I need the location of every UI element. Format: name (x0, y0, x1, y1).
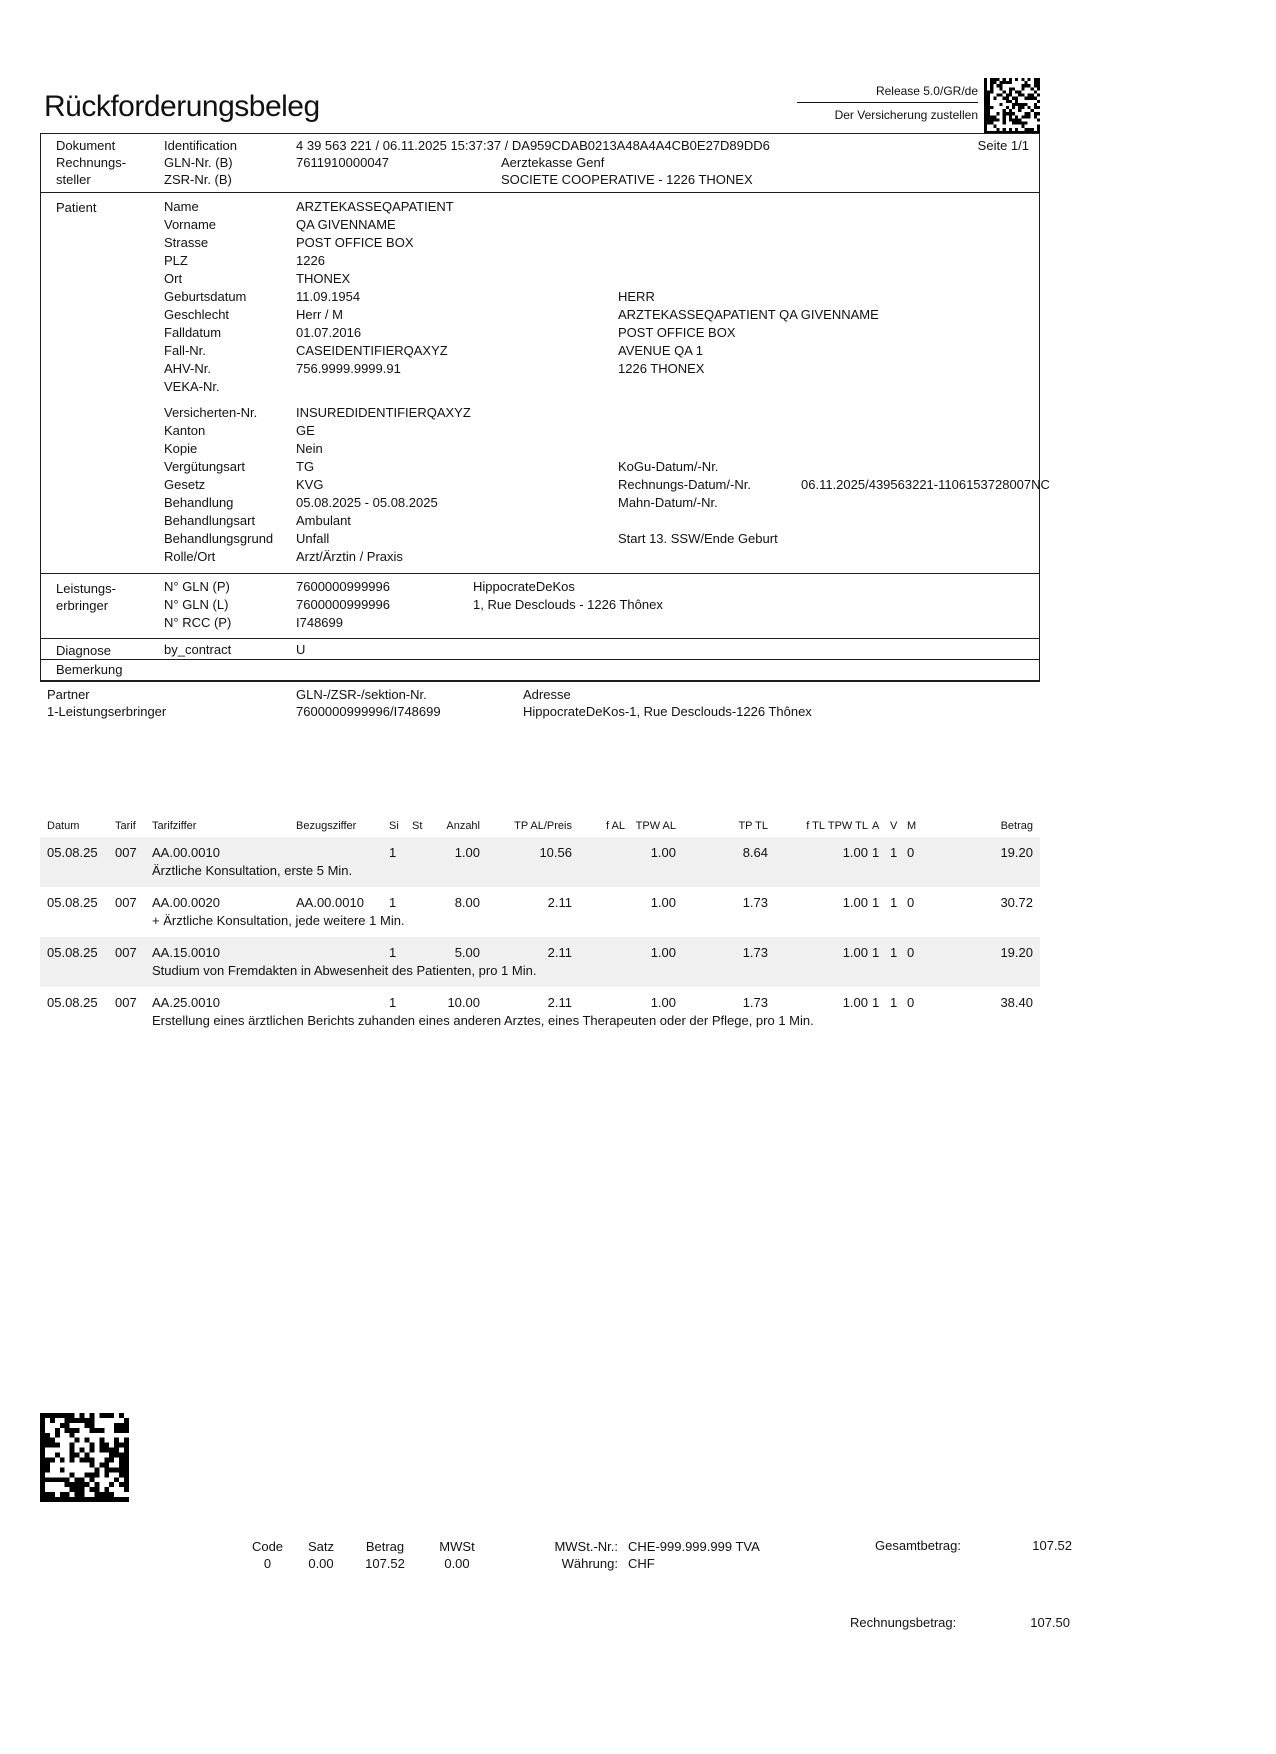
delivery-note: Der Versicherung zustellen (834, 108, 978, 122)
cell-tarif: 007 (115, 845, 137, 860)
table-row (40, 937, 1040, 962)
cell-tpw-al: 1.00 (650, 995, 676, 1010)
footer-value: 0.00 (308, 1556, 334, 1571)
cell-tp-al: 2.11 (547, 895, 572, 910)
footer-code (240, 1538, 295, 1572)
cell-bezugsziffer (296, 845, 389, 860)
cell-m: 0 (907, 895, 915, 910)
field-label: Strasse (164, 234, 209, 250)
field-label: Behandlungsgrund (164, 530, 274, 546)
cell-st (412, 895, 436, 910)
cell-tp-tl: 1.73 (742, 895, 768, 910)
cell-m: 0 (907, 995, 915, 1010)
field-value: Nein (296, 440, 323, 456)
remark-box (40, 659, 1040, 682)
field-label: GLN-Nr. (B) (164, 155, 233, 170)
field-value: 756.9999.9999.91 (296, 360, 401, 376)
field-value: Unfall (296, 530, 330, 546)
currency-value: CHF (628, 1556, 655, 1571)
provider-address: 1, Rue Desclouds - 1226 Thônex (473, 597, 663, 612)
column-header: St (412, 820, 423, 832)
cell-tpw-tl: 1.00 (842, 845, 868, 860)
cell-st (412, 995, 436, 1010)
cell-tpw-tl: 1.00 (842, 895, 868, 910)
field-value: ARZTEKASSEQAPATIENT (296, 198, 454, 214)
total-label: Gesamtbetrag: (875, 1538, 961, 1553)
patient-mailing-address (618, 288, 879, 378)
total-value: 107.52 (1032, 1538, 1072, 1553)
currency-label: Währung: (561, 1556, 618, 1571)
footer-label: MWSt (439, 1539, 475, 1554)
field-label: Rolle/Ort (164, 548, 216, 564)
field-label: Mahn-Datum/-Nr. (618, 494, 718, 510)
cell-si: 1 (389, 995, 397, 1010)
invoice-total-label: Rechnungsbetrag: (850, 1615, 957, 1630)
partner-row (40, 704, 1040, 720)
field-value: 7611910000047 (296, 155, 390, 170)
provider-box (40, 573, 1040, 639)
cell-tpw-al: 1.00 (650, 895, 676, 910)
field-label: AHV-Nr. (164, 360, 211, 376)
field-value (296, 171, 501, 188)
service-item (40, 987, 1040, 1037)
cell-si: 1 (389, 945, 397, 960)
field-label: ZSR-Nr. (B) (164, 172, 232, 187)
cell-anzahl: 10.00 (447, 995, 480, 1010)
cell-tp-al: 2.11 (547, 945, 572, 960)
field-label: PLZ (164, 252, 188, 268)
field-value: QA GIVENNAME (296, 216, 396, 232)
cell-f-al (572, 995, 625, 1010)
field-label: Fall-Nr. (164, 342, 206, 358)
cell-tpw-tl: 1.00 (842, 945, 868, 960)
section-label: Dokument (56, 138, 116, 153)
column-header: M (907, 820, 917, 832)
field-label: N° RCC (P) (164, 615, 232, 630)
column-header: f TL (806, 820, 825, 832)
column-header: Adresse (523, 687, 571, 702)
provider-fields (164, 578, 1039, 632)
field-label: N° GLN (P) (164, 579, 230, 594)
cell-a: 1 (872, 845, 880, 860)
cell-v: 1 (890, 995, 898, 1010)
document-row (41, 171, 1039, 188)
column-header: f AL (606, 820, 625, 832)
cell-tarifziffer: AA.00.0010 (152, 845, 220, 860)
service-item (40, 837, 1040, 887)
field-value: 1226 (296, 252, 325, 268)
field-value: 11.09.1954 (296, 288, 361, 304)
cell-m: 0 (907, 945, 915, 960)
service-description: Erstellung eines ärztlichen Berichts zuhanden eines anderen Arztes, eines Therapeuten oder der Pflege, pro 1 Min. (152, 1013, 814, 1028)
field-value: I748699 (296, 615, 343, 630)
cell-f-al (572, 895, 625, 910)
cell-tp-tl: 8.64 (742, 845, 768, 860)
field-label: Vorname (164, 216, 217, 232)
cell-datum: 05.08.25 (47, 895, 98, 910)
patient-box (40, 192, 1050, 575)
cell-anzahl: 8.00 (454, 895, 480, 910)
service-description: Ärztliche Konsultation, erste 5 Min. (152, 863, 353, 878)
diagnosis-box (40, 638, 1040, 661)
field-value: INSUREDIDENTIFIERQAXYZ (296, 404, 471, 420)
datamatrix-icon (40, 1413, 129, 1502)
cell-betrag: 19.20 (1000, 945, 1033, 960)
cell-tpw-al: 1.00 (650, 845, 676, 860)
cell-a: 1 (872, 995, 880, 1010)
cell-v: 1 (890, 945, 898, 960)
vat-number-value: CHE-999.999.999 TVA (628, 1539, 760, 1554)
field-value: THONEX (296, 270, 351, 286)
cell-si: 1 (389, 845, 397, 860)
cell-anzahl: 1.00 (454, 845, 480, 860)
cell-datum: 05.08.25 (47, 995, 98, 1010)
footer-vat-block (480, 1538, 760, 1572)
cell-betrag: 38.40 (1000, 995, 1033, 1010)
field-value: TG (296, 458, 315, 474)
field-value: Arzt/Ärztin / Praxis (296, 548, 403, 564)
cell-v: 1 (890, 845, 898, 860)
address-line: AVENUE QA 1 (618, 342, 704, 358)
insurer-name: Aerztekasse Genf (501, 155, 605, 170)
cell-anzahl: 5.00 (454, 945, 480, 960)
invoice-total-value: 107.50 (1030, 1615, 1070, 1630)
cell-datum: 05.08.25 (47, 945, 98, 960)
footer-value: 0.00 (444, 1556, 470, 1571)
field-value: 01.07.2016 (296, 324, 362, 340)
field-label: Falldatum (164, 324, 222, 340)
partner-name: 1-Leistungserbringer (47, 704, 167, 719)
cell-m: 0 (907, 845, 915, 860)
column-header: GLN-/ZSR-/sektion-Nr. (296, 687, 427, 702)
table-row (40, 887, 1040, 912)
service-description: + Ärztliche Konsultation, jede weitere 1 Min. (152, 913, 405, 928)
field-label: Ort (164, 270, 183, 286)
field-label: Vergütungsart (164, 458, 245, 474)
cell-tarif: 007 (115, 895, 137, 910)
column-header: TPW AL (635, 820, 676, 832)
cell-tp-al: 10.56 (539, 845, 572, 860)
cell-tp-al: 2.11 (547, 995, 572, 1010)
cell-betrag: 30.72 (1000, 895, 1033, 910)
diagnosis-value: U (296, 641, 306, 657)
field-value: 05.08.2025 - 05.08.2025 (296, 494, 438, 510)
document-row (41, 137, 1039, 154)
address-line: ARZTEKASSEQAPATIENT QA GIVENNAME (618, 306, 879, 322)
cell-bezugsziffer (296, 945, 389, 960)
section-label: Diagnose (56, 642, 111, 658)
column-header: Datum (47, 820, 80, 832)
column-header: V (890, 820, 898, 832)
cell-a: 1 (872, 945, 880, 960)
footer-satz (296, 1538, 346, 1572)
field-label: Geschlecht (164, 306, 230, 322)
field-label: Kanton (164, 422, 206, 438)
column-header: Si (389, 820, 399, 832)
field-value: Herr / M (296, 306, 343, 322)
cell-betrag: 19.20 (1000, 845, 1033, 860)
field-label: Kopie (164, 440, 198, 456)
cell-st (412, 945, 436, 960)
cell-f-tl (768, 895, 825, 910)
biller-label: Rechnungs-steller (56, 155, 127, 187)
cell-bezugsziffer (296, 995, 389, 1010)
release-block (797, 84, 978, 122)
table-row (40, 837, 1040, 862)
page-title: Rückforderungsbeleg (44, 90, 320, 123)
footer-label: Betrag (365, 1539, 405, 1554)
field-label: KoGu-Datum/-Nr. (618, 458, 719, 474)
partner-gln: 7600000999996/I748699 (296, 704, 441, 719)
address-line: 1226 THONEX (618, 360, 705, 376)
release-version: Release 5.0/GR/de (797, 84, 978, 103)
field-label: Behandlung (164, 494, 234, 510)
column-header: Partner (47, 687, 90, 702)
service-item (40, 887, 1040, 937)
field-label: N° GLN (L) (164, 597, 229, 612)
field-label: Identification (164, 138, 237, 153)
cell-st (412, 845, 436, 860)
page-number: Seite 1/1 (977, 138, 1029, 153)
cell-datum: 05.08.25 (47, 845, 98, 860)
cell-f-al (572, 945, 625, 960)
field-value: 7600000999996 (296, 579, 390, 594)
field-value (296, 378, 1039, 396)
document-row (41, 154, 1039, 171)
services-table (40, 820, 1040, 1037)
column-header: TP TL (738, 820, 768, 832)
field-label: Geburtsdatum (164, 288, 247, 304)
address-line: HERR (618, 288, 655, 304)
cell-tp-tl: 1.73 (742, 945, 768, 960)
field-value: 7600000999996 (296, 597, 390, 612)
cell-a: 1 (872, 895, 880, 910)
field-value: KVG (296, 476, 324, 492)
cell-tp-tl: 1.73 (742, 995, 768, 1010)
column-header: Tarifziffer (152, 820, 197, 832)
cell-f-al (572, 845, 625, 860)
datamatrix-icon (984, 78, 1040, 134)
document-box (40, 133, 1040, 193)
column-header: TPW TL (827, 820, 868, 832)
cell-tarif: 007 (115, 945, 137, 960)
cell-tpw-al: 1.00 (650, 945, 676, 960)
table-row (40, 987, 1040, 1012)
field-value: 4 39 563 221 / 06.11.2025 15:37:37 / DA959CDAB0213A48A4A4CB0E27D89DD6 (296, 138, 770, 153)
cell-f-tl (768, 995, 825, 1010)
document-stack (40, 133, 1050, 720)
field-value: CASEIDENTIFIERQAXYZ (296, 342, 448, 358)
cell-tarif: 007 (115, 995, 137, 1010)
cell-v: 1 (890, 895, 898, 910)
footer-value: 107.52 (365, 1556, 405, 1571)
field-label: Versicherten-Nr. (164, 404, 258, 420)
address-line: POST OFFICE BOX (618, 324, 736, 340)
column-header: Betrag (1000, 820, 1033, 832)
column-header: Bezugsziffer (296, 820, 357, 832)
column-header: A (872, 820, 880, 832)
footer-mwst (428, 1538, 486, 1572)
service-item (40, 937, 1040, 987)
billing-date-fields (618, 458, 1050, 512)
pregnancy-note: Start 13. SSW/Ende Geburt (618, 530, 778, 546)
cell-tarifziffer: AA.25.0010 (152, 995, 220, 1010)
section-label: Patient (56, 199, 97, 215)
field-value: POST OFFICE BOX (296, 234, 414, 250)
partner-address: HippocrateDeKos-1, Rue Desclouds-1226 Thônex (523, 704, 812, 719)
cell-bezugsziffer: AA.00.0010 (296, 895, 364, 910)
vat-number-label: MWSt.-Nr.: (554, 1539, 618, 1554)
column-header: Tarif (115, 820, 136, 832)
field-label: VEKA-Nr. (164, 378, 220, 394)
partner-header (40, 687, 1040, 703)
field-value: GE (296, 422, 315, 438)
field-label: Behandlungsart (164, 512, 256, 528)
partner-section (40, 687, 1040, 720)
footer-label: Satz (307, 1539, 334, 1554)
service-description: Studium von Fremdakten in Abwesenheit des Patienten, pro 1 Min. (152, 963, 537, 978)
cell-f-tl (768, 945, 825, 960)
footer-label: Code (251, 1539, 284, 1554)
provider-name: HippocrateDeKos (473, 579, 575, 594)
field-value: Ambulant (296, 512, 351, 528)
cell-f-tl (768, 845, 825, 860)
invoice-date-number: 06.11.2025/439563221-1106153728007NC (801, 476, 1050, 492)
column-header: TP AL/Preis (514, 820, 572, 832)
section-label: Leistungs-erbringer (56, 581, 116, 613)
field-label: Rechnungs-Datum/-Nr. (618, 476, 751, 492)
services-table-header (40, 820, 1040, 837)
column-header: Anzahl (446, 820, 480, 832)
cell-tarifziffer: AA.00.0020 (152, 895, 220, 910)
cell-tpw-tl: 1.00 (842, 995, 868, 1010)
field-label: Gesetz (164, 476, 206, 492)
footer-value: 0 (263, 1556, 272, 1571)
diagnosis-type: by_contract (164, 641, 232, 657)
section-label: Bemerkung (56, 662, 123, 677)
cell-si: 1 (389, 895, 397, 910)
footer-betrag (353, 1538, 417, 1572)
field-label: Name (164, 198, 199, 214)
insurer-address: SOCIETE COOPERATIVE - 1226 THONEX (501, 172, 753, 187)
cell-tarifziffer: AA.15.0010 (152, 945, 220, 960)
